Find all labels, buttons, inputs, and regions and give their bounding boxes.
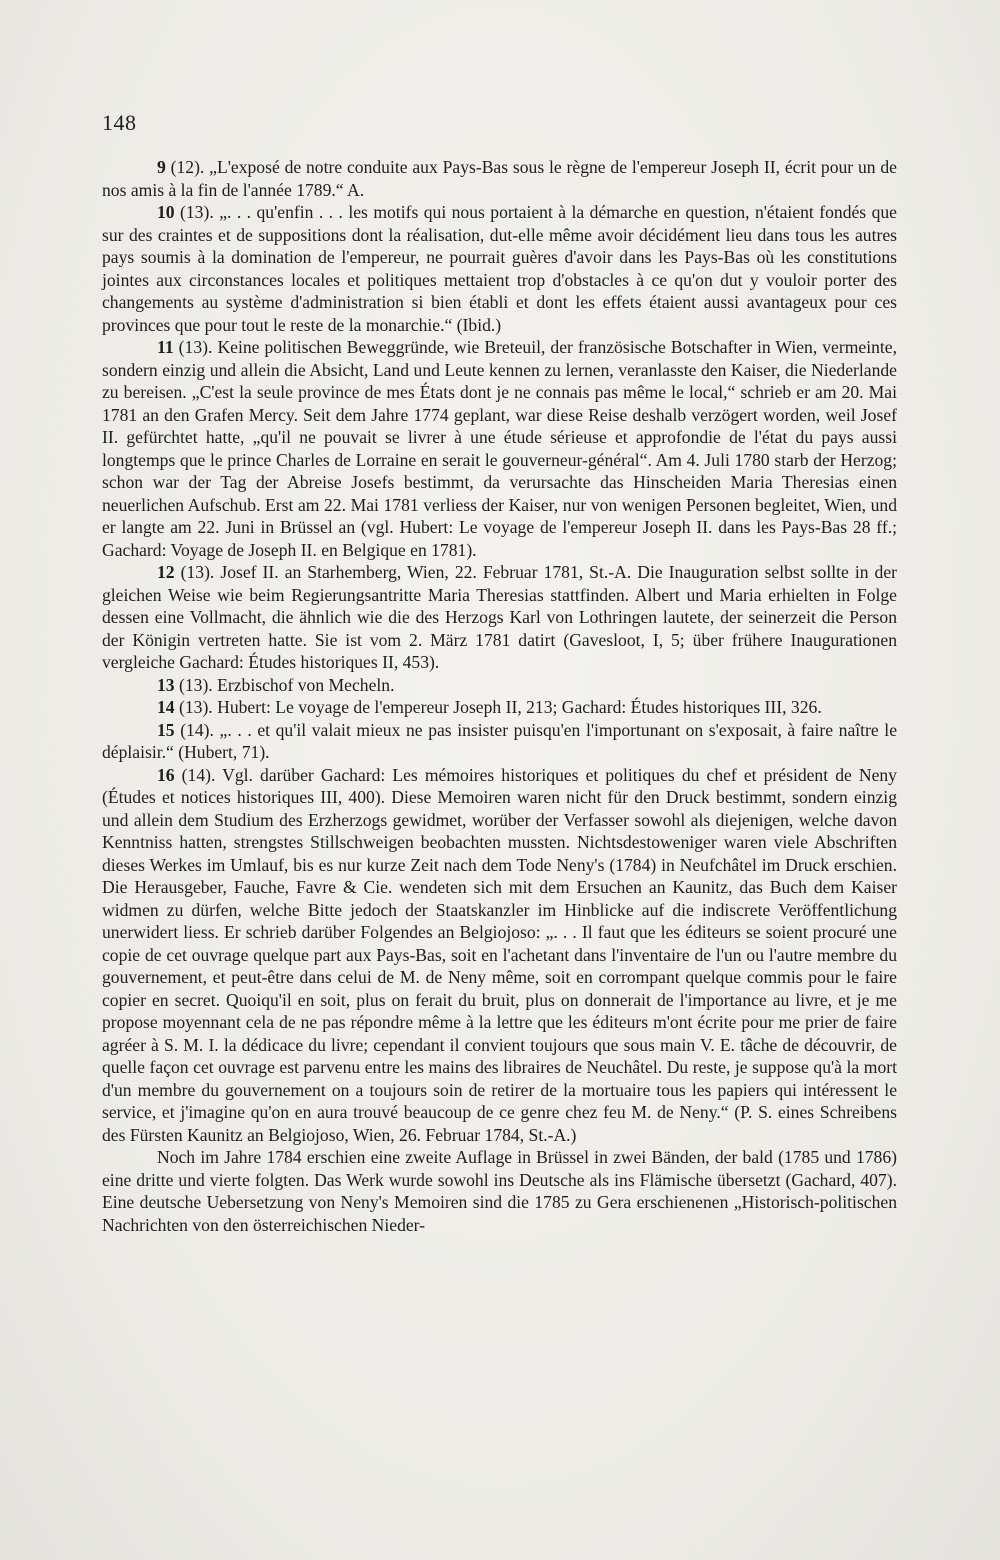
- note-14: [102, 696, 897, 719]
- note-ref: (13).: [180, 562, 215, 582]
- note-number: 15: [157, 719, 175, 740]
- note-16: [102, 764, 897, 1147]
- note-text: Josef II. an Starhemberg, Wien, 22. Februar 1781, St.-A. Die Inauguration selbst sollte in der gleichen Weise wie beim Regierungsantritte Maria Theresias stattfinden. Albert und Maria erhielten in Folge dessen eine Vollmacht, die ähnlich wie die des Herzogs Karl von Lothringen lautete, der seinerzeit die Person der Königin vertreten hatte. Sie ist vom 2. März 1781 datirt (Gavesloot, I, 5; über frühere Inaugurationen vergleiche Gachard: Études historiques II, 453).: [102, 562, 897, 672]
- note-ref: (14).: [180, 719, 214, 740]
- note-text: „L'exposé de notre conduite aux Pays-Bas sous le règne de l'empereur Joseph II, écrit pour un de nos amis à la fin de l'année 1789.“ A.: [102, 157, 897, 200]
- note-number: 10: [157, 202, 175, 222]
- note-text: „. . . qu'enfin . . . les motifs qui nous portaient à la démarche en question, n'étaient fondés que sur des craintes et de suppositions dont la réalisation, dut-elle même avoir décidément lieu dans tous les autres pays soumis à la domination de l'empereur, ne pourrait guères d'avoir dans les Pays-Bas où les constitutions jointes aux circonstances locales et politiques mettaient trop d'obstacles à ce qu'on dut y vouloir porter des changements au système d'administration si bien établi et dont les effets étaient aussi avantageux pour ces provinces que pour tout le reste de la monarchie.“ (Ibid.): [102, 202, 897, 335]
- note-ref: (13).: [179, 697, 213, 717]
- note-text: Erzbischof von Mecheln.: [217, 674, 395, 695]
- note-ref: (12).: [170, 157, 205, 177]
- note-9: [102, 156, 897, 201]
- page-number: 148: [102, 110, 137, 135]
- note-15: [102, 719, 897, 764]
- note-ref: (13).: [180, 202, 214, 222]
- note-text: Vgl. darüber Gachard: Les mémoires historiques et politiques du chef et président de Neny (Études et notices historiques III, 400). Diese Memoiren waren nicht für den Druck bestimmt, sondern einzig und allein dem Studium des Erzherzogs gewidmet, worüber der Verfasser sowohl als diejenigen, welche davon Kenntniss hatten, strengstes Stillschweigen beobachten mussten. Nichtsdestoweniger waren viele Abschriften dieses Werkes im Umlauf, bis es nur kurze Zeit nach dem Tode Neny's (1784) in Neufchâtel im Druck erschien. Die Herausgeber, Fauche, Favre & Cie. wendeten sich mit dem Ersuchen an Kaunitz, das Buch dem Kaiser widmen zu dürfen, welche Bitte jedoch der Staatskanzler im Hinblicke auf die indiscrete Veröffentlichung unerwidert liess. Er schrieb darüber Folgendes an Belgiojoso: „. . . Il faut que les éditeurs se soient procuré une copie de cet ouvrage quelque part aux Pays-Bas, soit en l'achetant dans l'inventaire de l'un ou l'autre membre du gouvernement, et peut-être dans celui de M. de Neny même, soit en corrompant quelque commis pour le faire copier en secret. Quoiqu'il en soit, plus on ferait du bruit, plus on donnerait de l'importance au livre, et je me propose moyennant cela de ne pas répondre même à la lettre que les éditeurs m'ont écrite pour me prier de faire agréer à S. M. I. la dédicace du livre; cependant il convient toujours que sous main V. E. tâche de découvrir, de quelle façon cet ouvrage est parvenu entre les mains des libraires de Neuchâtel. Du reste, je suppose qu'à la mort d'un membre du gouvernement on a toujours soin de retirer de la mortuaire tous les papiers qui intéressent le service, et j'imagine qu'on en aura trouvé beaucoup de ce genre chez feu M. de Neny.“ (P. S. eines Schreibens des Fürsten Kaunitz an Belgiojoso, Wien, 26. Februar 1784, St.-A.): [102, 764, 897, 1145]
- note-ref: (13).: [179, 674, 213, 695]
- note-text: Hubert: Le voyage de l'empereur Joseph II, 213; Gachard: Études historiques III, 326.: [217, 697, 822, 717]
- note-number: 11: [157, 337, 174, 357]
- note-ref: (14).: [181, 764, 216, 785]
- endnotes-body: [102, 156, 897, 1236]
- note-12: [102, 561, 897, 674]
- note-13: [102, 674, 897, 697]
- note-number: 9: [157, 157, 166, 177]
- note-number: 14: [157, 697, 175, 717]
- note-number: 12: [157, 562, 175, 582]
- note-10: [102, 201, 897, 336]
- note-text: „. . . et qu'il valait mieux ne pas insister puisqu'en l'importunant on s'exposait, à faire naître le déplaisir.“ (Hubert, 71).: [102, 719, 898, 762]
- note-number: 16: [157, 764, 175, 785]
- note-number: 13: [157, 674, 175, 695]
- note-text: Keine politischen Beweggründe, wie Breteuil, der französische Botschafter in Wien, vermeinte, sondern einzig und allein die Absicht, Land und Leute kennen zu lernen, veranlasste den Kaiser, die Niederlande zu bereisen. „C'est la seule province de mes États dont je ne connais pas même le local,“ schrieb er am 20. Mai 1781 an den Grafen Mercy. Seit dem Jahre 1774 geplant, war diese Reise deshalb verzögert worden, weil Josef II. gefürchtet hatte, „qu'il ne pouvait se livrer à une étude sérieuse et approfondie de l'état du pays aussi longtemps que le prince Charles de Lorraine en serait le gouverneur-général“. Am 4. Juli 1780 starb der Herzog; schon war der Tag der Abreise Josefs bestimmt, da verursachte das Hinscheiden Maria Theresias einen neuerlichen Aufschub. Erst am 22. Mai 1781 verliess der Kaiser, nur von wenigen Personen begleitet, Wien, und er langte am 22. Juni in Brüssel an (vgl. Hubert: Le voyage de l'empereur Joseph II. dans les Pays-Bas 28 ff.; Gachard: Voyage de Joseph II. en Belgique en 1781).: [102, 337, 897, 560]
- note-ref: (13).: [178, 337, 213, 357]
- note-11: [102, 336, 897, 561]
- continuation-paragraph: Noch im Jahre 1784 erschien eine zweite Auflage in Brüssel in zwei Bänden, der bald (1785 und 1786) eine dritte und vierte folgten. Das Werk wurde sowohl ins Deutsche als ins Flämische übersetzt (Gachard, 407). Eine deutsche Uebersetzung von Neny's Memoiren sind die 1785 zu Gera erschienenen „Historisch-politischen Nachrichten von den österreichischen Nieder-: [102, 1147, 897, 1235]
